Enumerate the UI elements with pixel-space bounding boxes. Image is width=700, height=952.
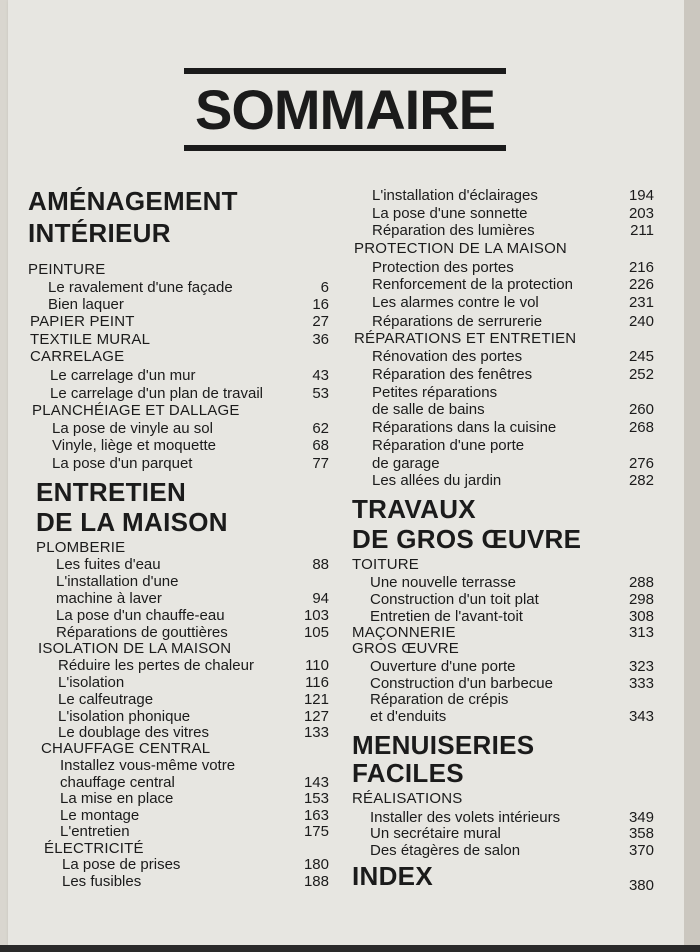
toc-entry: Construction d'un barbecue [370, 675, 553, 692]
title-block [184, 68, 506, 152]
toc-page-number: 62 [312, 420, 329, 437]
toc-page-number: 163 [303, 807, 329, 824]
toc-category: RÉPARATIONS ET ENTRETIEN [354, 330, 577, 347]
toc-page-number: 245 [628, 348, 654, 365]
toc-page-number: 188 [303, 873, 329, 890]
toc-entry: La mise en place [60, 790, 174, 807]
page-title: SOMMAIRE [195, 78, 495, 141]
toc-entry: L'isolation phonique [58, 708, 191, 725]
toc-page-number: 6 [320, 279, 329, 296]
toc-page-number: 240 [628, 313, 654, 330]
toc-page-number: 105 [303, 624, 329, 641]
toc-page-number: 121 [303, 691, 329, 708]
toc-section-heading: ENTRETIEN [36, 477, 187, 507]
toc-page-number: 53 [312, 385, 329, 402]
toc-entry: Réparation des fenêtres [372, 366, 533, 383]
toc-entry: Le doublage des vitres [58, 724, 209, 741]
toc-page-number: 27 [312, 313, 329, 330]
toc-page-number: 370 [628, 842, 654, 859]
toc-entry: Les alarmes contre le vol [372, 294, 539, 311]
toc-entry: Réparations dans la cuisine [372, 419, 557, 436]
toc-entry: Réduire les pertes de chaleur [58, 657, 254, 674]
bottom-strip [0, 945, 700, 952]
toc-page-number: 313 [628, 624, 654, 641]
toc-entry: Réparation des lumières [372, 222, 535, 239]
toc-page-number: 358 [628, 825, 654, 842]
toc-page-number: 77 [312, 455, 329, 472]
toc-page-number: 103 [303, 607, 329, 624]
toc-entry: Rénovation des portes [372, 348, 523, 365]
toc-category: PLOMBERIE [36, 539, 126, 556]
toc-page-number: 94 [312, 590, 329, 607]
toc-category: CHAUFFAGE CENTRAL [41, 740, 211, 757]
toc-section-heading: AMÉNAGEMENT [28, 186, 238, 216]
toc-entry: Le carrelage d'un plan de travail [50, 385, 264, 402]
toc-page-number: 36 [312, 331, 329, 348]
toc-page-number: 260 [628, 401, 654, 418]
toc-entry: Une nouvelle terrasse [370, 574, 516, 591]
toc-entry: et d'enduits [370, 708, 447, 725]
toc-page-number: 288 [628, 574, 654, 591]
toc-entry: Le calfeutrage [58, 691, 154, 708]
toc-section-heading: INTÉRIEUR [28, 218, 171, 248]
toc-section-heading: DE LA MAISON [36, 507, 228, 537]
toc-entry: Vinyle, liège et moquette [52, 437, 216, 454]
toc-section-heading: MENUISERIES [352, 730, 535, 760]
toc-page-number: 323 [628, 658, 654, 675]
toc-entry: L'installation d'une [56, 573, 179, 590]
toc-page-number: 349 [628, 809, 654, 826]
toc-entry: Réparations de serrurerie [372, 313, 543, 330]
toc-entry: Bien laquer [48, 296, 124, 313]
toc-category: PROTECTION DE LA MAISON [354, 240, 567, 257]
toc-page-number: 276 [628, 455, 654, 472]
toc-entry: Petites réparations [372, 384, 498, 401]
toc-page-number: 110 [305, 657, 329, 674]
toc-page-number: 211 [630, 222, 654, 239]
toc-entry: La pose d'un parquet [52, 455, 193, 472]
toc-entry: La pose de prises [62, 856, 181, 873]
toc-category: PEINTURE [28, 261, 106, 278]
toc-entry: de salle de bains [372, 401, 485, 418]
toc-entry: Réparations de gouttières [56, 624, 228, 641]
toc-category: GROS ŒUVRE [352, 640, 460, 657]
toc-entry: Installer des volets intérieurs [370, 809, 561, 826]
toc-page-number: 343 [628, 708, 654, 725]
toc-entry: Des étagères de salon [370, 842, 521, 859]
toc-page-number: 268 [628, 419, 654, 436]
toc-page-number: 333 [628, 675, 654, 692]
toc-entry: La pose d'une sonnette [372, 205, 528, 222]
toc-section-heading: DE GROS ŒUVRE [352, 524, 582, 554]
toc-page-number: 282 [628, 472, 654, 489]
toc-page-number: 180 [303, 856, 329, 873]
toc-entry: de garage [372, 455, 440, 472]
toc-page-number: 194 [628, 187, 654, 204]
toc-page-number: 143 [303, 774, 329, 791]
toc-entry: L'installation d'éclairages [372, 187, 538, 204]
toc-page-number: 43 [312, 367, 329, 384]
toc-page-number: 16 [312, 296, 329, 313]
toc-category: ISOLATION DE LA MAISON [38, 640, 232, 657]
toc-page-number: 298 [628, 591, 654, 608]
toc-entry: Ouverture d'une porte [370, 658, 516, 675]
toc-section-heading: TRAVAUX [352, 494, 476, 524]
toc-entry: Renforcement de la protection [372, 276, 573, 293]
toc-page-number: 203 [628, 205, 654, 222]
toc-entry: Les allées du jardin [372, 472, 502, 489]
toc-entry: Le montage [60, 807, 140, 824]
toc-category: RÉALISATIONS [352, 790, 463, 807]
toc-page-number: 252 [628, 366, 654, 383]
toc-category: CARRELAGE [30, 348, 125, 365]
toc-entry: Installez vous-même votre [60, 757, 236, 774]
page-edge [684, 0, 700, 952]
toc-category: MAÇONNERIE [352, 624, 456, 641]
toc-page-number: 133 [303, 724, 329, 741]
toc-entry: L'isolation [58, 674, 125, 691]
toc-entry: Les fusibles [62, 873, 142, 890]
toc-entry: Les fuites d'eau [56, 556, 161, 573]
page [8, 0, 684, 945]
toc-entry: Le carrelage d'un mur [50, 367, 196, 384]
toc-section-heading: FACILES [352, 758, 464, 788]
toc-page-number: 175 [303, 823, 329, 840]
title-rule-top [184, 68, 506, 74]
toc-entry: Réparation d'une porte [372, 437, 525, 454]
toc-entry: Construction d'un toit plat [370, 591, 539, 608]
title-rule-bottom [184, 145, 506, 151]
toc-page-number: 153 [303, 790, 329, 807]
toc-page-number: 127 [303, 708, 329, 725]
toc-entry: La pose d'un chauffe-eau [56, 607, 225, 624]
toc-page-number: 231 [628, 294, 654, 311]
toc-category: TEXTILE MURAL [30, 331, 151, 348]
toc-entry: Réparation de crépis [370, 691, 509, 708]
toc-section-heading: INDEX [352, 861, 433, 891]
toc-page-number: 308 [628, 608, 654, 625]
toc-entry: machine à laver [56, 590, 162, 607]
toc-entry: Le ravalement d'une façade [48, 279, 233, 296]
toc-entry: La pose de vinyle au sol [52, 420, 213, 437]
toc-entry: Entretien de l'avant-toit [370, 608, 523, 625]
toc-page-number: 68 [312, 437, 329, 454]
toc-page-number: 380 [628, 877, 654, 894]
toc-entry: L'entretien [60, 823, 130, 840]
toc-page-number: 88 [312, 556, 329, 573]
toc-page-number: 216 [628, 259, 654, 276]
toc-page-number: 226 [628, 276, 654, 293]
toc-entry: Protection des portes [372, 259, 514, 276]
toc-entry: Un secrétaire mural [370, 825, 501, 842]
toc-category: PLANCHÉIAGE ET DALLAGE [32, 402, 240, 419]
toc-category: PAPIER PEINT [30, 313, 135, 330]
toc-entry: chauffage central [60, 774, 175, 791]
toc-category: TOITURE [352, 556, 419, 573]
toc-page-number: 116 [305, 674, 329, 691]
toc-category: ÉLECTRICITÉ [44, 840, 144, 857]
